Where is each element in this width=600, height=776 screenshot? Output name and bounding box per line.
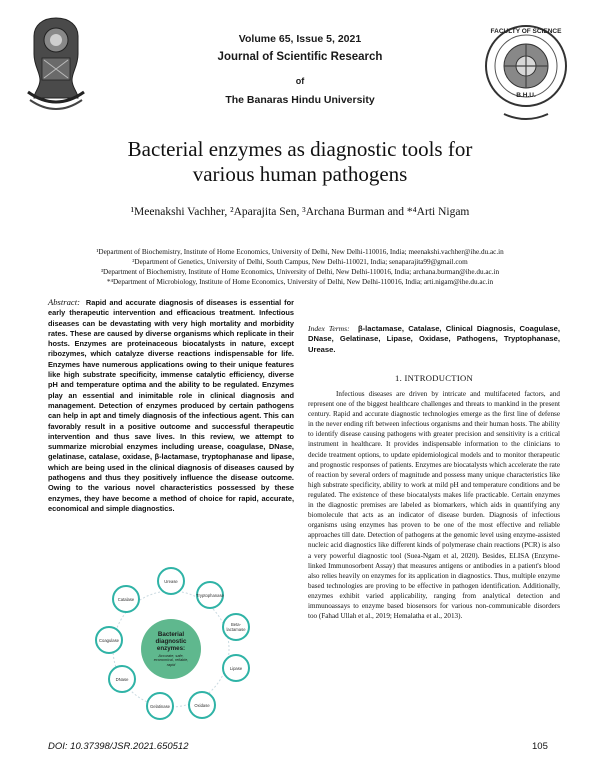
index-terms (308, 324, 560, 355)
affiliation-1: ¹Department of Biochemistry, Institute of Home Economics, University of Delhi, New Delhi-110016, India; meenakshi.vachher@ihe.du.ac.in (96, 248, 504, 256)
authors: ¹Meenakshi Vachher, ²Aparajita Sen, ³Archana Burman and *⁴Arti Nigam (130, 206, 470, 218)
enzyme-lipase: Lipase (222, 654, 250, 682)
journal-of: of (295, 76, 305, 86)
doi: DOI: 10.37398/JSR.2021.650512 (48, 741, 189, 752)
affiliation-2: ²Department of Genetics, University of Delhi, South Campus, New Delhi-110021, India; senaparajita99@gmail.com (132, 258, 468, 266)
logo-bottom-text: B.H.U. (516, 92, 536, 99)
journal-name: Journal of Scientific Research (217, 51, 383, 63)
article-title (60, 137, 540, 187)
enzyme-dnase: DNase (108, 665, 136, 693)
page-number: 105 (532, 741, 548, 752)
abstract (48, 297, 294, 514)
enzyme-beta-lactamase: Beta-lactamase (222, 613, 250, 641)
abstract-text: Rapid and accurate diagnosis of diseases is essential for early therapeutic intervention and efficacious treatment. Infectious diseases can be devastating with very high mortality and morbidity rates. These are caused by diverse organisms which replicate in their hosts. Enzymes are proteinaceous biocatalysts in nature, except ribozymes, which catalyze diverse reactions indispensable for life. Enzymes have numerous applications owing to their unique features like high substrate specificity, immense catalytic efficiency, diverse pH and temperature optima and the ability to be regulated. Enzymes play an essential and inimitable role in clinical diagnosis and management. Detection of enzymes produced by certain pathogens can help in apt and timely diagnosis of the infectious agent. This can favorably result in a positive outcome and successful therapeutic intervention and thus save lives. In this review, we attempt to summarize microbial enzymes including urease, coagulase, DNase, gelatinase, catalase, oxidase, β-lactamase, tryptophanase and lipase, which are being used in the clinical diagnosis of diseases caused by pathogens and thus they positively influence the disease outcome. Owing to the various novel characteristics possessed by these enzymes, they have become a method of choice for rapid, accurate, economical and simple diagnostics. (48, 298, 294, 513)
logo-top-text: FACULTY OF SCIENCE (490, 28, 562, 35)
enzyme-oxidase: Oxidase (188, 691, 216, 719)
introduction-text: Infectious diseases are driven by intricate and multifaceted factors, and represent one of the biggest healthcare challenges and threats to mankind in the present century. Rapid and accurate diagnostic technologies emerge as the first line of defense in the never ending rift between infectious organisms and their human hosts. The ability to identify disease causing pathogens with greater precision and sensitivity is a critical instrument in healthcare. It provides indispensable information to the clinicians to decide treatment options, to update epidemiological models and to monitor therapeutic and prognostic responses of patients. Enzymes are biocatalysts which accelerate the rate of reaction by several orders of magnitude and possess many unique characteristics like high substrate specificity, ability to work at mild pH and temperature conditions and be regulated. The existence of these biocatalysts makes life practicable. Certain enzymes in the diagnostic premises are labeled as biomarkers, which aids in quantifying any biomolecule that acts as an indicator of disease burden. Diagnosis of infectious organisms using enzymes has proven to be one of the most effective and reliable approaches till date. Detection of pathogens at the genomic level using enzyme-assisted nucleic acid diagnostics like different kinds of polymerase chain reactions (PCR) is also a very powerful diagnostic tool (Suea-Ngam et al, 2020). Besides, ELISA (Enzyme-linked Immunosorbent Assay) that measures antigens or antibodies in a patient's blood also relies heavily on enzymes for its application in diagnostics. Thus, multiple enzyme based technologies are proving to be effective in pathogen identification. Additionally, enzymes exhibit varied applicability, ranging from analytical detection and immunoassays to enzyme based biosensors for various non-communicable disorders too (Fahad Ullah et al., 2019; Hemalatha et al., 2013). (308, 390, 560, 621)
university-emblem (20, 14, 92, 122)
center-subtitle: Accurate, safe, economical, reliable, rapid (153, 653, 189, 667)
center-circle (141, 619, 201, 679)
enzyme-figure (88, 566, 254, 732)
enzyme-urease: Urease (157, 567, 185, 595)
affiliation-3: ³Department of Biochemistry, Institute of Home Economics, University of Delhi, New Delhi-110016, India; archana.burman@ihe.du.ac.in (100, 268, 500, 276)
abstract-label: Abstract: (48, 297, 80, 307)
center-title: Bacterial diagnostic enzymes: (155, 630, 187, 652)
faculty-of-science-logo (484, 20, 568, 124)
enzyme-tryptophanase: Tryptophanase (196, 581, 224, 609)
enzyme-gelatinase: Gelatinase (146, 692, 174, 720)
index-terms-text: β-lactamase, Catalase, Clinical Diagnosis, Coagulase, DNase, Gelatinase, Lipase, Oxidase, Pathogens, Tryptophanase, Urease. (308, 324, 560, 354)
title-line-1: Bacterial enzymes as diagnostic tools for (127, 137, 473, 161)
affiliation-4: *⁴Department of Microbiology, Institute of Home Economics, University of Delhi, New Delhi-110016, India; arti.nigam@ihe.du.ac.in (106, 278, 494, 286)
journal-volume: Volume 65, Issue 5, 2021 (238, 33, 362, 45)
affiliations (30, 247, 570, 287)
university-name: The Banaras Hindu University (225, 94, 375, 106)
enzyme-catalase: Catalase (112, 585, 140, 613)
enzyme-coagulase: Coagulase (95, 626, 123, 654)
index-terms-label: Index Terms: (308, 324, 350, 333)
introduction-heading: 1. INTRODUCTION (394, 373, 474, 383)
title-line-2: various human pathogens (192, 162, 408, 186)
